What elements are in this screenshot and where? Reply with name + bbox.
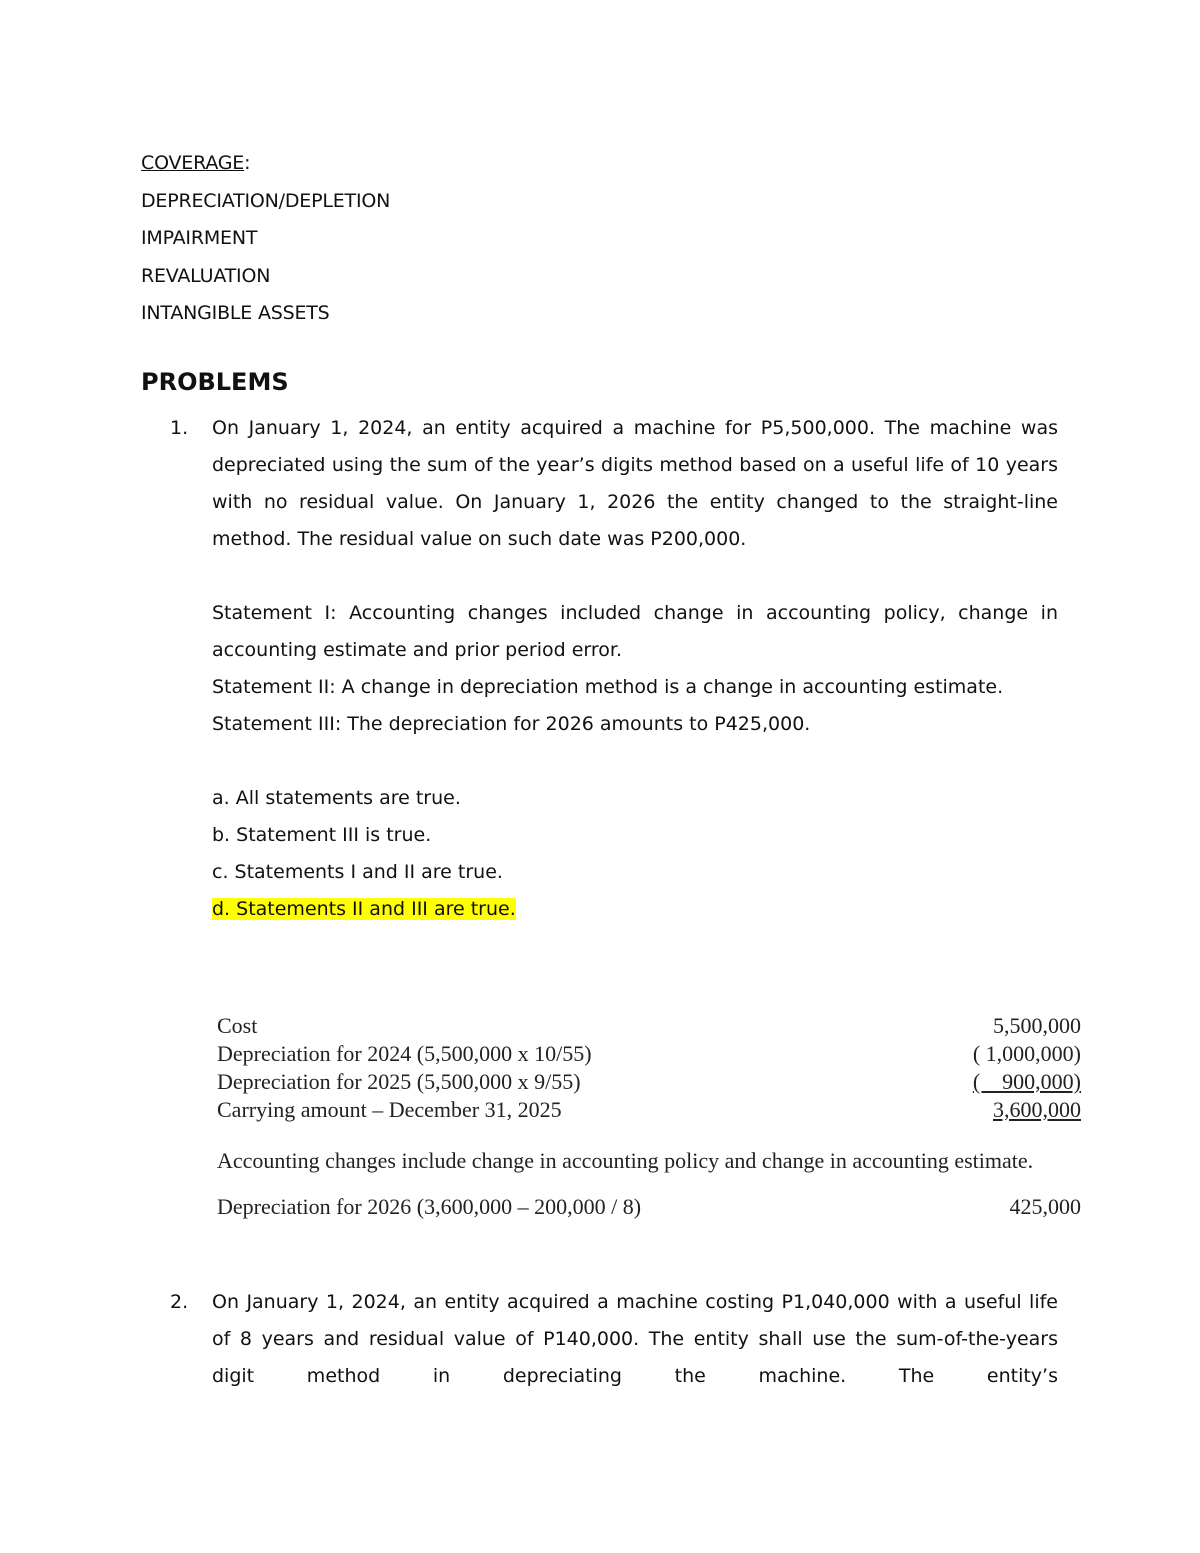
problem-2-number: 2.	[170, 1291, 189, 1313]
solution-label: Depreciation for 2024 (5,500,000 x 10/55)	[217, 1041, 592, 1066]
coverage-topic: DEPRECIATION/DEPLETION	[141, 189, 391, 212]
problem-2	[212, 1284, 1058, 1395]
coverage-topic: IMPAIRMENT	[141, 227, 258, 249]
coverage-section	[141, 145, 390, 333]
problem-1-number: 1.	[170, 417, 189, 439]
statement-3: Statement III: The depreciation for 2026 amounts to P425,000.	[212, 713, 811, 735]
option-a: a. All statements are true.	[212, 787, 461, 809]
option-c: c. Statements I and II are true.	[212, 861, 503, 883]
solution-note: Accounting changes include change in accounting policy and change in accounting estimate.	[217, 1148, 1034, 1173]
solution-computation	[217, 1012, 1117, 1221]
solution-row	[217, 1068, 1117, 1096]
statement-2: Statement II: A change in depreciation method is a change in accounting estimate.	[212, 676, 1004, 698]
solution-amount: 425,000	[1009, 1194, 1081, 1219]
solution-row	[217, 1096, 1117, 1124]
solution-row	[217, 1012, 1117, 1040]
solution-amount: ( 900,000)	[972, 1069, 1081, 1094]
solution-row	[217, 1040, 1117, 1068]
solution-amount: 3,600,000	[993, 1097, 1081, 1122]
coverage-topic: INTANGIBLE ASSETS	[141, 302, 330, 324]
coverage-topic: REVALUATION	[141, 264, 271, 287]
statement-1: Statement I: Accounting changes included change in accounting policy, change in accounting estimate and prior period error.	[212, 602, 1058, 661]
solution-amount: 5,500,000	[993, 1013, 1081, 1038]
problems-heading: PROBLEMS	[141, 368, 289, 396]
option-b: b. Statement III is true.	[212, 824, 432, 846]
solution-label: Depreciation for 2026 (3,600,000 – 200,000 / 8)	[217, 1194, 642, 1219]
answer-highlight: d. Statements II and III are true.	[212, 898, 516, 920]
solution-final-row	[217, 1193, 1117, 1221]
solution-label: Carrying amount – December 31, 2025	[217, 1097, 562, 1122]
solution-label: Cost	[217, 1013, 258, 1038]
problem-1	[212, 410, 1058, 928]
coverage-heading: COVERAGE:	[141, 152, 251, 174]
option-d-answer	[212, 891, 1058, 928]
solution-label: Depreciation for 2025 (5,500,000 x 9/55)	[217, 1069, 581, 1094]
problem-2-text: On January 1, 2024, an entity acquired a machine costing P1,040,000 with a useful life of 8 years and residual value of P140,000. The entity shall use the sum-of-the-years digit method in depreciating the machine. The entity’s	[212, 1291, 1058, 1387]
solution-amount: ( 1,000,000)	[972, 1041, 1081, 1066]
problem-1-text: On January 1, 2024, an entity acquired a machine for P5,500,000. The machine was depreciated using the sum of the year’s digits method based on a useful life of 10 years with no residual value. On January 1, 2026 the entity changed to the straight-line method. The residual value on such date was P200,000.	[212, 417, 1058, 550]
